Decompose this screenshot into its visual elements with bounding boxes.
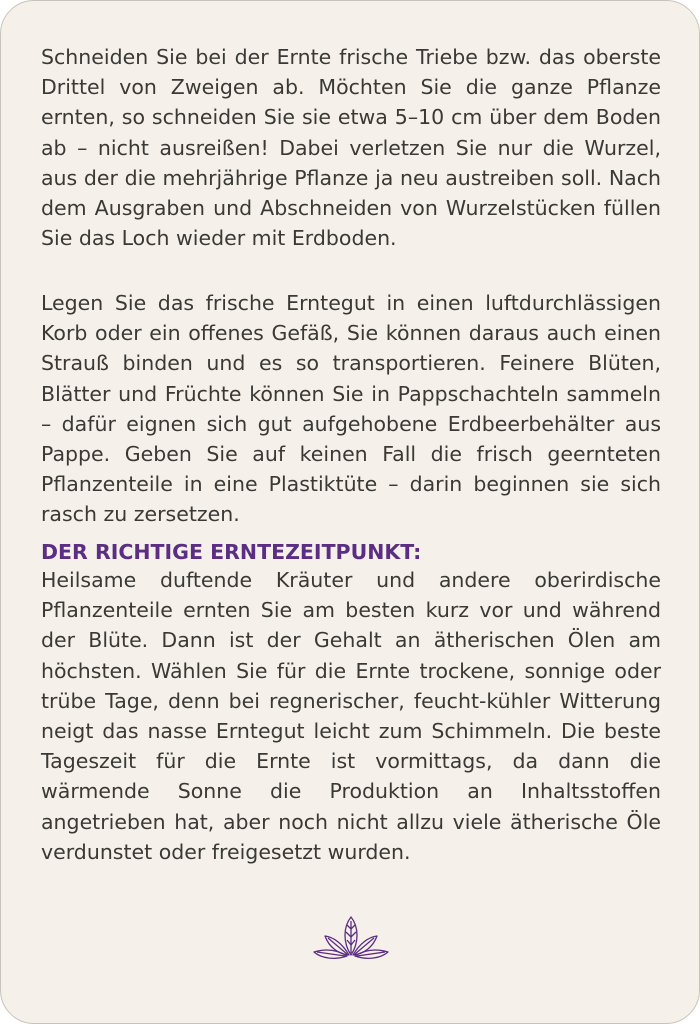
paragraph-harvest-timing: Heilsame duftende Kräuter und andere oberirdische Pflanzenteile ernten Sie am besten kurz vor und während der Blüte. Dann ist der Gehalt an ätherischen Ölen am höchsten. Wählen Sie für die Ernte trockene, sonnige oder trübe Tage, denn bei regnerischer, feucht-kühler Witterung neigt das nasse Erntegut leicht zum Schimmeln. Die beste Tageszeit für die Ernte ist vormittags, da dann die wärmende Sonne die Produktion an Inhaltsstoffen angetrieben hat, aber noch nicht allzu viele ätherische Öle verdunstet oder freigesetzt wurden. <box>41 568 661 864</box>
lotus-leaves-icon <box>312 913 390 961</box>
paragraph-harvest-cutting: Schneiden Sie bei der Ernte frische Triebe bzw. das oberste Drittel von Zweigen ab. Möchten Sie die ganze Pflanze ernten, so schneiden Sie sie etwa 5–10 cm über dem Boden ab – nicht ausreißen! Dabei verletzen Sie nur die Wurzel, aus der die mehrjährige Pflanze ja neu austreiben soll. Nach dem Ausgraben und Abschneiden von Wurzelstücken füllen Sie das Loch wieder mit Erdboden. <box>41 45 661 251</box>
section-heading: DER RICHTIGE ERNTEZEITPUNKT: <box>41 540 422 564</box>
paragraph-harvest-transport: Legen Sie das frische Erntegut in einen luftdurchlässigen Korb oder ein offenes Gefäß, Sie können daraus auch einen Strauß binden und es so transportieren. Feinere Blüten, Blätter und Früchte können Sie in Pappschachteln sammeln – dafür eignen sich gut aufgehobene Erdbeerbehälter aus Pappe. Geben Sie auf keinen Fall die frisch geernteten Pflanzenteile in eine Plastiktüte – darin beginnen sie sich rasch zu zersetzen. <box>41 291 661 527</box>
